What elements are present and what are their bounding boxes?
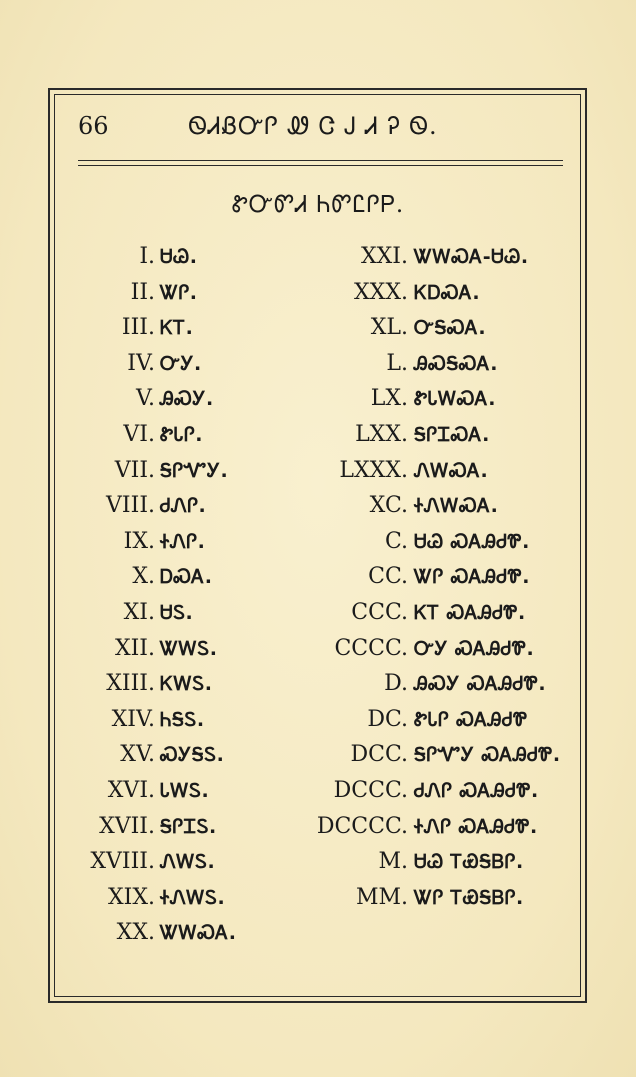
cherokee-number-word: ᏌᏊ.	[160, 246, 198, 268]
roman-numeral: DC.	[367, 706, 408, 732]
cherokee-number-word: ᎦᎵᏉᎩ ᏍᎪᎯᏧᏈ.	[414, 744, 561, 767]
roman-numeral: IV.	[127, 350, 155, 376]
roman-numeral: LXXX.	[339, 457, 408, 483]
roman-numeral: DCCCC.	[316, 813, 408, 839]
cherokee-number-word: ᏦᎢ ᏍᎪᎯᏧᏈ.	[414, 602, 526, 624]
cherokee-number-word: ᏌᏚ.	[160, 602, 194, 624]
roman-numeral: L.	[386, 350, 408, 376]
cherokee-number-word: ᏑᏓᎵ.	[160, 424, 203, 446]
cherokee-number-word: ᏅᎩ ᏍᎪᎯᏧᏈ.	[414, 637, 535, 660]
roman-numeral: XXI.	[360, 244, 408, 269]
cherokee-number-word: ᏔᎵ ᏍᎪᎯᏧᏈ.	[414, 566, 530, 589]
header-rule-bottom	[78, 165, 563, 166]
roman-numeral: XIX.	[107, 884, 155, 910]
cherokee-number-word: ᏦᎢ.	[160, 317, 194, 340]
page-number: 66	[78, 112, 109, 140]
cherokee-number-word: ᏐᏁᎳᏚ.	[160, 886, 226, 909]
roman-numeral: V.	[135, 386, 155, 412]
roman-numeral: X.	[132, 564, 155, 590]
cherokee-number-word: ᏔᎵ.	[160, 281, 198, 304]
cherokee-number-word: ᏦᎠᏍᎪ.	[414, 281, 481, 304]
roman-numeral: D.	[384, 671, 408, 697]
roman-numeral: III.	[121, 315, 155, 341]
running-title: ᏫᏗᏰᏅᎵ Ꮺ Ꮳ Ꭻ Ꮧ Ꭾ Ꮻ.	[188, 112, 438, 140]
cherokee-number-word: ᏌᏊ ᏍᎪᎯᏧᏈ.	[414, 530, 530, 553]
cherokee-number-word: ᎯᏍᎩ ᏍᎪᎯᏧᏈ.	[414, 673, 547, 696]
cherokee-number-word: ᏐᏁᎵ.	[160, 530, 206, 553]
cherokee-number-word: ᏔᎳᏚ.	[160, 637, 218, 660]
roman-numeral: XVI.	[107, 778, 155, 803]
roman-numeral: VIII.	[106, 493, 155, 519]
roman-numeral: VII.	[114, 457, 155, 483]
roman-numeral: XII.	[114, 635, 155, 661]
cherokee-number-word: ᏍᎩᎦᏚ.	[160, 744, 225, 767]
roman-numeral: DCC.	[350, 742, 408, 768]
header-rule-top	[78, 160, 563, 161]
cherokee-number-word: ᏧᏁᎵ.	[160, 495, 207, 518]
cherokee-number-word: ᏓᎳᏚ.	[160, 780, 210, 802]
cherokee-number-word: ᏐᏁᎵ ᏍᎪᎯᏧᏈ.	[414, 815, 538, 838]
roman-numeral: M.	[378, 849, 408, 875]
roman-numeral: XC.	[369, 493, 408, 519]
roman-numeral: XV.	[120, 742, 155, 768]
cherokee-number-word: ᏑᏓᎳᏍᎪ.	[414, 388, 496, 411]
cherokee-number-word: ᏂᎦᏚ.	[160, 708, 205, 731]
cherokee-number-word: ᎦᎵᏆᏚ.	[160, 815, 217, 838]
page-header	[78, 112, 548, 146]
roman-numeral: XL.	[370, 315, 408, 341]
roman-numeral: CCCC.	[334, 635, 408, 661]
cherokee-number-word: ᎦᎵᏉᎩ.	[160, 459, 229, 482]
roman-numeral: XVII.	[99, 813, 155, 839]
cherokee-number-word: ᏧᏁᎵ ᏍᎪᎯᏧᏈ.	[414, 780, 539, 802]
cherokee-number-word: ᏔᎳᏍᎪ.	[160, 922, 237, 945]
cherokee-number-word: ᏦᎳᏚ.	[160, 673, 213, 696]
cherokee-number-word: ᏔᎵ ᎢᏯᎦᏴᎵ.	[414, 886, 524, 909]
roman-numeral: XX.	[116, 920, 155, 946]
table-title: ᏑᏅᏛᏗ ᏂᏛᏝᎵᏢ.	[231, 192, 405, 218]
cherokee-number-word: ᎯᏍᎩ.	[160, 388, 214, 411]
cherokee-number-word: ᎠᏍᎪ.	[160, 566, 213, 589]
cherokee-number-word: ᏁᎳᏚ.	[160, 851, 216, 874]
roman-numeral: II.	[130, 279, 155, 305]
roman-numeral: VI.	[123, 422, 155, 447]
cherokee-number-word: ᏔᎳᏍᎪ-ᏌᏊ.	[414, 246, 529, 268]
roman-numeral: I.	[139, 244, 155, 269]
roman-numeral: MM.	[355, 884, 408, 910]
roman-numeral: XIV.	[111, 706, 155, 732]
roman-numeral: CCC.	[351, 600, 408, 625]
cherokee-number-word: ᏅᎩ.	[160, 352, 202, 375]
cherokee-number-word: ᏐᏁᎳᏍᎪ.	[414, 495, 499, 518]
cherokee-number-word: ᏁᎳᏍᎪ.	[414, 459, 489, 482]
cherokee-number-word: ᎦᎵᏆᏍᎪ.	[414, 424, 490, 446]
roman-numeral: XIII.	[106, 671, 155, 697]
cherokee-number-word: ᎯᏍᎦᏍᎪ.	[414, 352, 499, 375]
roman-numeral: XVIII.	[90, 849, 155, 875]
roman-numeral: CC.	[368, 564, 408, 590]
roman-numeral: XXX.	[354, 279, 408, 305]
roman-numeral: IX.	[123, 528, 155, 554]
cherokee-number-word: ᏌᏊ ᎢᏯᎦᏴᎵ.	[414, 851, 524, 874]
cherokee-number-word: ᏑᏓᎵ ᏍᎪᎯᏧᏈ	[414, 708, 528, 731]
roman-numeral: XI.	[123, 600, 155, 625]
roman-numeral: LXX.	[355, 422, 408, 447]
cherokee-number-word: ᏅᎦᏍᎪ.	[414, 317, 487, 340]
roman-numeral: LX.	[370, 386, 408, 412]
roman-numeral: C.	[384, 528, 408, 554]
roman-numeral: DCCC.	[333, 778, 408, 803]
